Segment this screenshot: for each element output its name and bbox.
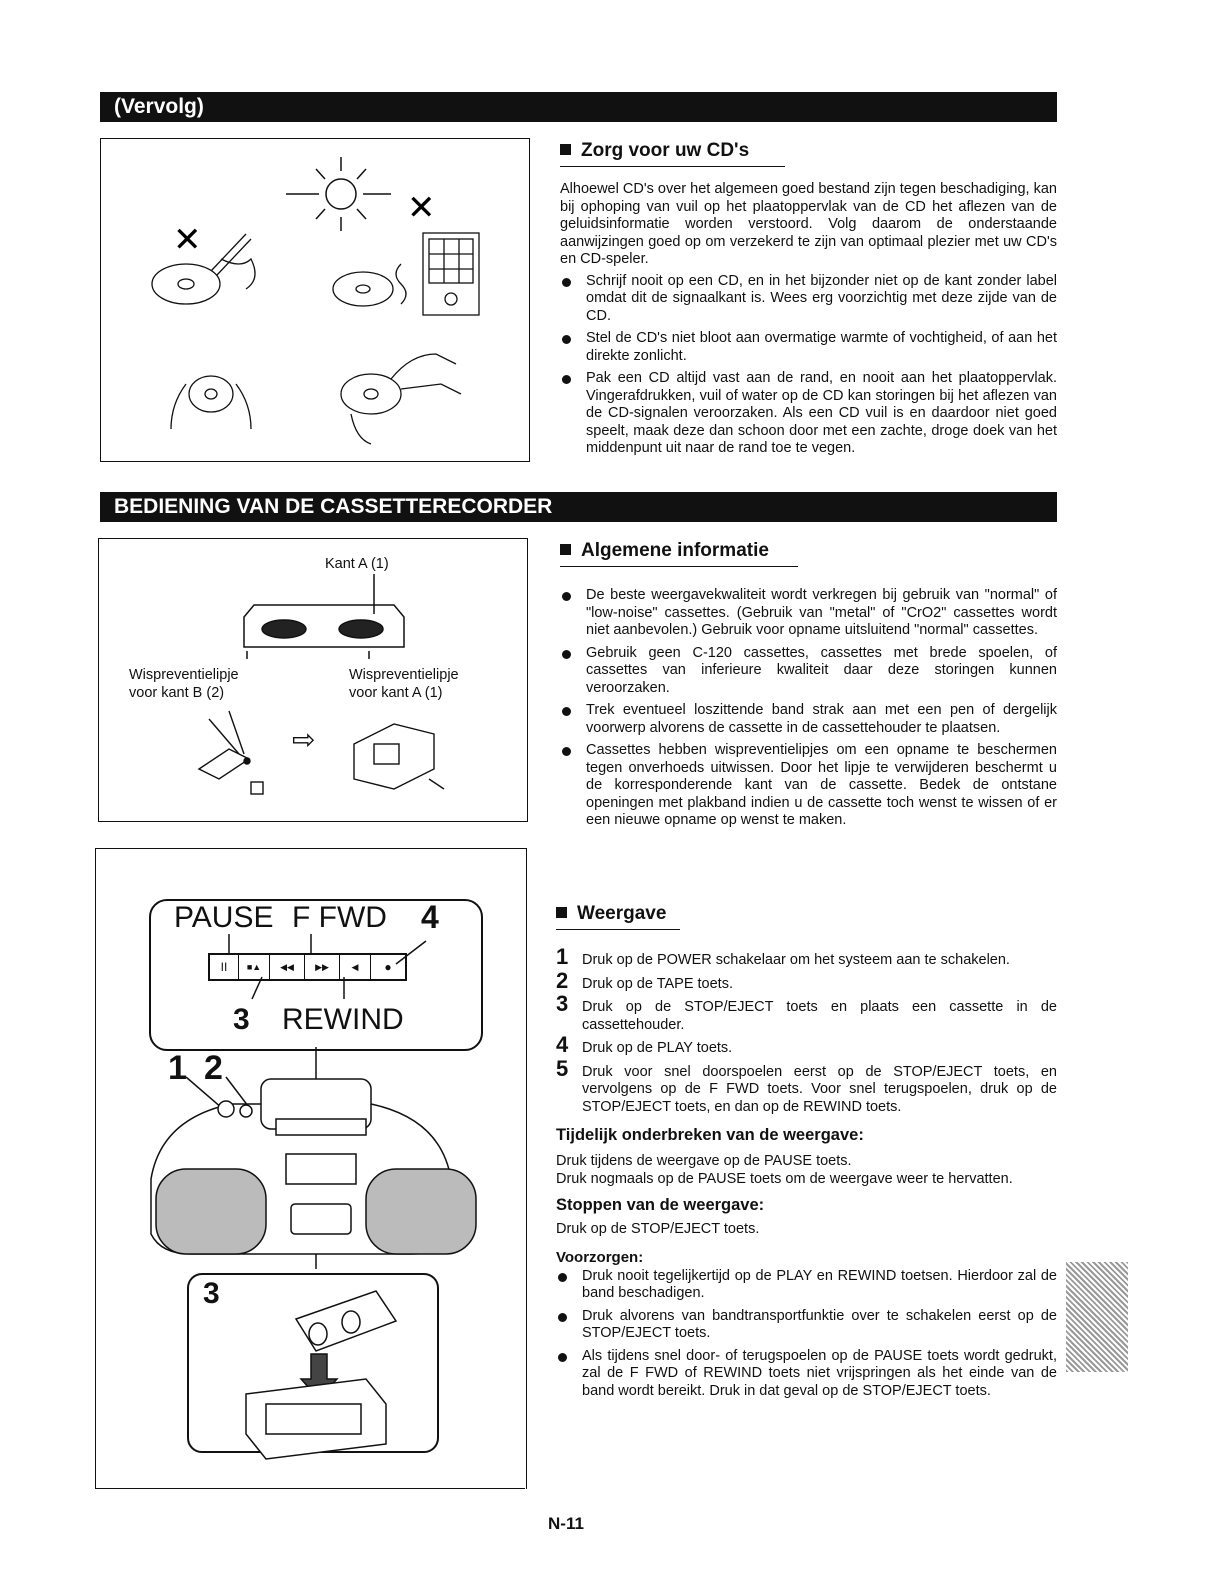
cd-care-figure [100,138,530,462]
cd-care-heading-row [560,140,1057,162]
list-item: Als tijdens snel door- of terugspoelen op de PAUSE toets wordt gedrukt, zal de F FWD of REWIND toets niet vrijspringen als het einde van de band wordt bereikt. Druk in dat geval op de STOP/EJECT toets. [556,1348,1057,1401]
list-item: De beste weergavekwaliteit wordt verkregen bij gebruik van "normal" of "low-noise" cassettes. (Gebruik van "metal" of "CrO2" cassettes wordt niet aanbevolen.) Gebruik voor opname uitsluitend "normal" cassettes. [560,587,1057,640]
playback-heading-row [556,903,1057,925]
cd-heat-icon [333,233,479,315]
pause-text-1: Druk tijdens de weergave op de PAUSE toets. [556,1153,852,1169]
list-item: Druk nooit tegelijkertijd op de PLAY en REWIND toetsen. Hierdoor zal de band beschadigen. [556,1268,1057,1303]
list-item [556,967,1057,994]
step-text: Druk voor snel doorspoelen eerst op de STOP/EJECT toets, en vervolgens op de F FWD toets. Voor snel terugspoelen, druk op de STOP/EJECT toets, en dan op de REWIND toets. [582,1063,1057,1115]
list-item [556,944,1057,970]
list-item: Stel de CD's niet bloot aan overmatige warmte of vochtigheid, of aan het direkte zonlicht. [560,330,1057,365]
step-number: 1 [556,944,569,969]
tape-cover-icon [354,724,444,789]
cassette-section-bar [100,492,1057,522]
cd-care-illustration [101,139,529,461]
heading-square-icon [556,907,567,918]
step-2-label: 2 [204,1049,223,1087]
step-text: Druk op de STOP/EJECT toets en plaats een cassette in de cassettehouder. [582,999,1057,1033]
label-right-tab-1: Wispreventielipje [349,667,459,683]
heading-square-icon [560,144,571,155]
record-key[interactable]: ● [384,960,392,974]
step-number: 2 [556,967,569,993]
list-item [556,991,1057,1034]
cd-care-list [560,273,1057,458]
cd-care-heading-underline [560,166,785,167]
controls-figure [95,848,527,1489]
cd-write-icon [152,234,255,304]
pause-key[interactable]: II [210,955,239,979]
step-text: Druk op de PLAY toets. [582,1040,733,1056]
cassette-section-title: BEDIENING VAN DE CASSETTERECORDER [114,495,553,518]
sun-icon [286,157,391,231]
cd-clean-icon [341,354,461,444]
heading-square-icon [560,544,571,555]
rewind-key[interactable]: ◀◀ [270,955,305,979]
side-thumb-tab [1066,1262,1128,1372]
caution-list [556,1268,1057,1401]
ffwd-key[interactable]: ▶▶ [305,955,340,979]
stop-heading: Stoppen van de weergave: [556,1196,765,1214]
cassette-icon [244,574,404,659]
label-side-a: Kant A (1) [325,556,389,572]
ffwd-label: F FWD [292,901,387,934]
cd-hold-icon [171,376,251,429]
general-heading: Algemene informatie [581,540,769,561]
step-3-label: 3 [233,1003,250,1036]
cd-care-heading: Zorg voor uw CD's [581,140,750,161]
list-item: Trek eventueel loszittende band strak aan met een pen of dergelijk voorwerp alvorens de cassette in de cassettehouder te plaatsen. [560,702,1057,737]
stop-eject-key[interactable]: ■▲ [239,955,270,979]
list-item: Schrijf nooit op een CD, en in het bijzonder niet op de kant zonder label omdat dit de signaalkant is. Wees erg voorzichtig met deze zijde van de CD. [560,273,1057,326]
list-item: Cassettes hebben wispreventielipjes om een opname te beschermen tegen onverhoeds uitwissen. Door het lipje te verwijderen beschermt u de korresponderende kant van de cassette. Bedek de ontstane openingen met plakband indien u de cassette toch wenst te wissen of er een nieuwe opname op wenst te maken. [560,742,1057,830]
general-heading-underline [560,566,798,567]
boombox-icon [151,1079,476,1254]
list-item [556,1032,1057,1058]
list-item: Pak een CD altijd vast aan de rand, en nooit aan het plaatoppervlak. Vingerafdrukken, vuil of water op de CD kan storingen bij het aflezen van de CD-signalen veroorzaken. Als een CD vuil is en daardoor niet goed speelt, maak deze dan schoon door met een zachte, droge doek van het middenpunt uit naar de rand toe te vegen. [560,370,1057,458]
label-left-tab-2: voor kant B (2) [129,685,225,701]
cassette-player-illustration [96,849,526,1489]
cassette-tab-figure [98,538,528,822]
step-4-label: 4 [421,899,439,935]
list-item: Druk alvorens van bandtransportfunktie over te schakelen eerst op de STOP/EJECT toets. [556,1308,1057,1343]
cross-mark-left: ✕ [173,221,202,259]
label-left-tab-1: Wispreventielipje [129,667,239,683]
cassette-tab-illustration [99,539,527,821]
general-list [560,587,1057,830]
playback-heading-underline [556,929,680,930]
step-1-label: 1 [168,1049,187,1087]
pause-heading: Tijdelijk onderbreken van de weergave: [556,1126,864,1144]
step-number: 5 [556,1055,569,1081]
page-number: N-11 [548,1514,584,1533]
pause-label: PAUSE [174,901,274,934]
insert-step-3-label: 3 [203,1277,220,1310]
playback-heading: Weergave [577,903,667,924]
step-text: Druk op de POWER schakelaar om het systeem aan te schakelen. [582,952,1010,968]
tab-remove-icon [199,711,263,794]
step-number: 3 [556,991,569,1016]
controls-figure-bottom-rule [95,1488,525,1489]
label-right-tab-2: voor kant A (1) [349,685,443,701]
play-key[interactable]: ◀ [340,955,371,979]
list-item: Gebruik geen C-120 cassettes, cassettes met brede spoelen, of cassettes van inferieure kwaliteit daar deze storingen kunnen veroorzaken. [560,645,1057,698]
rewind-label: REWIND [282,1003,404,1036]
cd-care-intro: Alhoewel CD's over het algemeen goed bestand zijn tegen beschadiging, kan bij ophoping van vuil op het plaatoppervlak van de CD het aflezen van de geluidsinformatie worden verstoord. Volg daarom de onderstaande aanwijzingen goed op om verzekerd te zijn van optimaal plezier met uw CD's en CD-speler. [560,181,1057,267]
cross-mark-right: ✕ [407,189,436,227]
list-item [556,1055,1057,1117]
playback-steps [556,944,1057,1116]
top-section-bar [100,92,1057,122]
arrow-icon: ⇨ [292,724,316,755]
step-number: 4 [556,1032,569,1057]
general-info-section [560,540,1057,835]
pause-text-2: Druk nogmaals op de PAUSE toets om de weergave weer te hervatten. [556,1170,1013,1187]
step-text: Druk op de TAPE toets. [582,975,733,992]
top-bar-title: (Vervolg) [114,95,204,118]
caution-heading: Voorzorgen: [556,1248,644,1266]
general-heading-row [560,540,1057,562]
stop-text: Druk op de STOP/EJECT toets. [556,1221,760,1237]
playback-section [556,903,1057,1405]
cd-care-section [560,140,1057,463]
